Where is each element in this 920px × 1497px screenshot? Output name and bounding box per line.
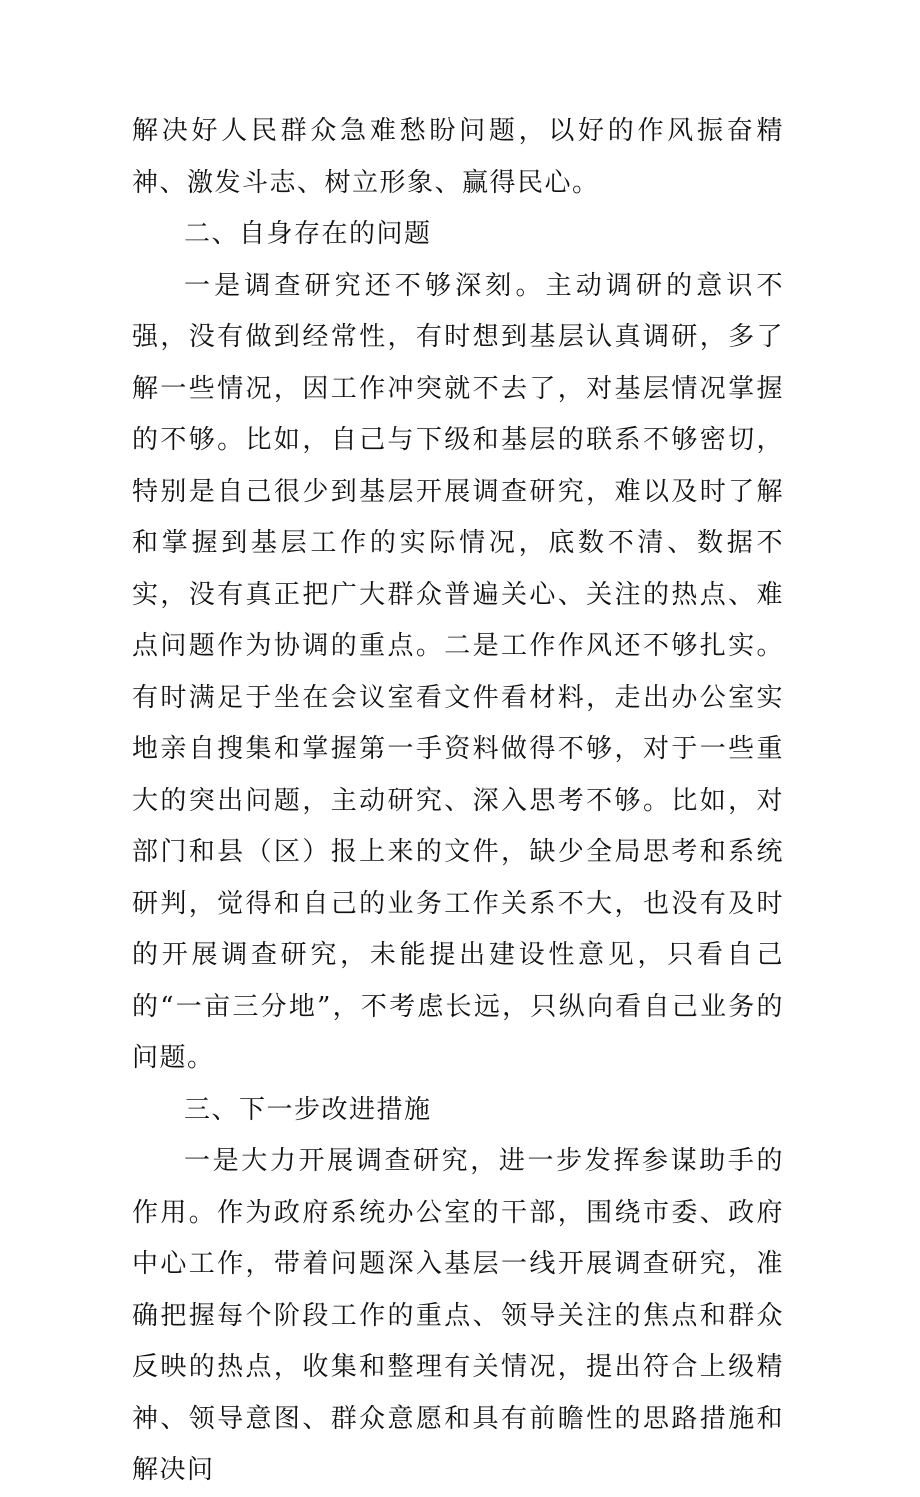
paragraph-problems: 一是调查研究还不够深刻。主动调研的意识不强，没有做到经常性，有时想到基层认真调研，多了解一些情况，因工作冲突就不去了，对基层情况掌握的不够。比如，自己与下级和基层的联系不够密切，特别是自己很少到基层开展调查研究，难以及时了解和掌握到基层工作的实际情况，底数不清、数据不实，没有真正把广大群众普遍关心、关注的热点、难点问题作为协调的重点。二是工作作风还不够扎实。有时满足于坐在会议室看文件看材料，走出办公室实地亲自搜集和掌握第一手资料做得不够，对于一些重大的突出问题，主动研究、深入思考不够。比如，对部门和县（区）报上来的文件，缺少全局思考和系统研判，觉得和自己的业务工作关系不大，也没有及时的开展调查研究，未能提出建设性意见，只看自己的“一亩三分地”，不考虑长远，只纵向看自己业务的问题。 [132, 270, 784, 1073]
document-body [132, 106, 784, 1497]
paragraph-measures: 一是大力开展调查研究，进一步发挥参谋助手的作用。作为政府系统办公室的干部，围绕市委、政府中心工作，带着问题深入基层一线开展调查研究，准确把握每个阶段工作的重点、领导关注的焦点和群众反映的热点，收集和整理有关情况，提出符合上级精神、领导意图、群众意愿和具有前瞻性的思路措施和解决问 [132, 1146, 784, 1485]
section-heading-problems: 二、自身存在的问题 [184, 219, 432, 249]
paragraph-continuation: 解决好人民群众急难愁盼问题，以好的作风振奋精神、激发斗志、树立形象、赢得民心。 [132, 116, 784, 198]
section-heading-measures: 三、下一步改进措施 [184, 1094, 432, 1125]
